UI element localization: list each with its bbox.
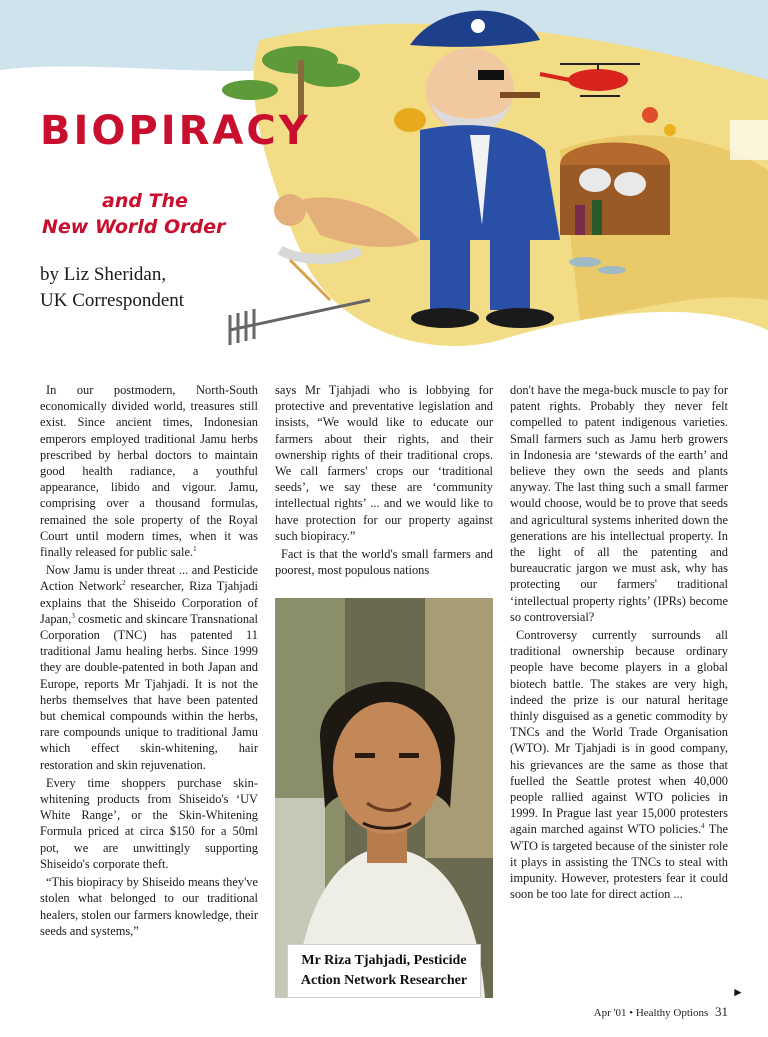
photo-caption <box>287 944 481 998</box>
subtitle-line-1: and The <box>102 190 188 212</box>
caption-line-1: Mr Riza Tjahjadi, Pesticide <box>301 953 467 968</box>
researcher-photo <box>275 598 493 998</box>
footnote-ref: 4 <box>701 822 705 831</box>
paragraph: says Mr Tjahjadi who is lobbying for protective and preventative legislation and insists, “We would like to educate our farmers about their rights, and their ownership rights of their traditional crops. We call farmers' crops our ‘traditional seeds’, we say these are ‘community intellectual rights’ ... and we would like to have protection for our property against such biopiracy.” <box>275 383 493 543</box>
footnote-ref: 1 <box>193 544 197 553</box>
page-number: 31 <box>715 1004 728 1019</box>
article-subtitle <box>42 188 225 240</box>
article-column-1 <box>40 382 258 1002</box>
footnote-ref: 3 <box>71 611 75 620</box>
issue-label: Apr '01 • Healthy Options <box>593 1007 709 1019</box>
byline-author: by Liz Sheridan, <box>40 264 167 285</box>
caption-line-2: Action Network Researcher <box>300 973 468 988</box>
paragraph: Fact is that the world's small farmers and poorest, most populous nations <box>275 547 493 578</box>
portrait-image <box>275 598 493 998</box>
byline <box>40 262 184 314</box>
byline-role: UK Correspondent <box>40 290 185 311</box>
page-folio <box>594 1004 728 1020</box>
article-column-3 <box>510 382 728 1007</box>
paragraph: Every time shoppers purchase skin-whitening products from Shiseido's ‘UV White Range’, or the Skin-Whitening Formula priced at circa $150 for a 50ml pot, we are unwittingly supporting Shiseido's corporate theft. <box>40 775 258 871</box>
article-column-2 <box>275 382 493 582</box>
paragraph: Now Jamu is under threat ... and Pesticide Action Network$^2$ researcher, Riza Tjahjadi explains that the Shiseido Corporation of Japan,$^3$ cosmetic and skincare Transnational Corporation (TNC) has patented 11 traditional Jamu healing herbs. Since 1999 they are double-patented in both Japan and Europe, reports Mr Tjahjadi. It is not the herbs themselves that have been patented but chemical compounds within the herbs, rare compounds unique to traditional Jamu which effect skin-whitening, hair restoration and skin rejuvenation. <box>40 563 258 772</box>
paragraph: Controversy currently surrounds all traditional ownership because ordinary people have become players in a global biotech battle. The stakes are very high, indeed the prize is our natural heritage thinly disguised as a genetic commodity by TNCs and the World Trade Organisation (WTO). Mr Tjahjadi is in good company, his grievances are the same as those that fuelled the Seattle protest when 40,000 people rallied against WTO policies in 1999. In Prague last year 15,000 protesters again marched against WTO policies.$^4$ The WTO is targeted because of the sinister role it plays in assisting the TNCs to steal with impunity. However, protesters fear it could soon be too late for direct action ... <box>510 628 729 902</box>
paragraph: don't have the mega-buck muscle to pay for patent rights. Probably they never felt compelled to patent indigenous varieties. Small farmers such as Jamu herb growers in Indonesia are ‘stewards of the earth’ and believe they own the seeds and plants anyway. The last thing such a small farmer would choose, would be to prove that seeds and agricultural systems inherited down the generations are his intellectual property. In the light of all the patenting and bureaucratic jargon we must ask, why has protecting our farmers' traditional ‘intellectual property rights’ (IPRs) become so controversial? <box>510 383 728 624</box>
article-title: BIOPIRACY <box>40 108 311 154</box>
footnote-ref: 2 <box>122 579 126 588</box>
paragraph: “This biopiracy by Shiseido means they've stolen what belonged to our traditional healers, stolen our farmers knowledge, their seeds and systems,” <box>40 875 258 938</box>
subtitle-line-2: New World Order <box>42 216 226 238</box>
continue-arrow-icon: ► <box>732 985 744 999</box>
paragraph: In our postmodern, North-South economically divided world, treasures still exist. Since ancient times, Indonesian emperors employed traditional Jamu herbs prescribed by herbal doctors to maintain good health radiance, a youthful appearance, libido and vigour. Jamu, comprising over a thousand formulas, remained the sole property of the Royal Court until modern times, when it was finally released for public sale.$^1$ <box>40 383 258 560</box>
